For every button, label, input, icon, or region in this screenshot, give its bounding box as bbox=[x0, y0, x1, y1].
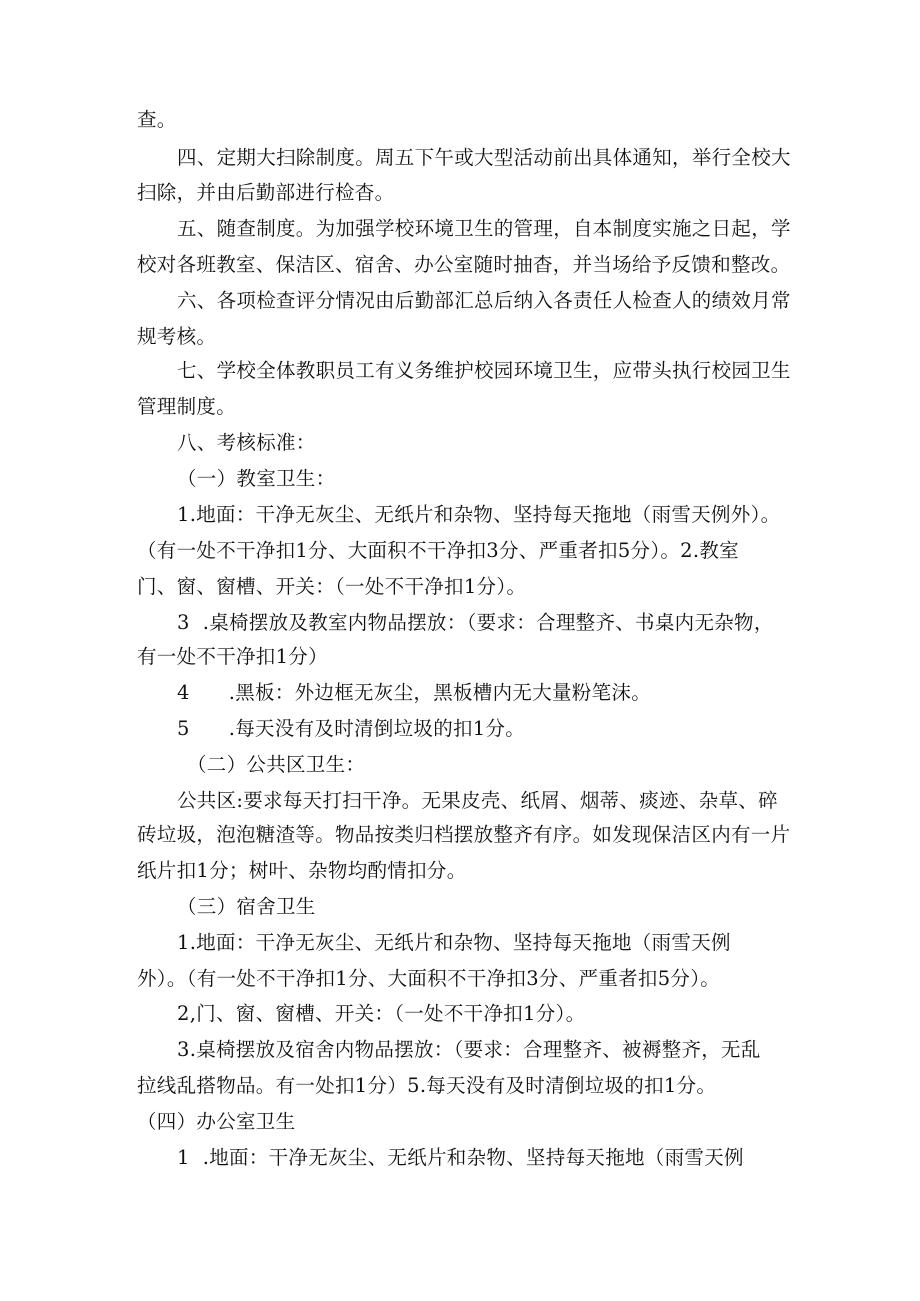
text-line: 3.桌椅摆放及宿舍内物品摆放：（要求：合理整齐、被褥整齐，无乱 bbox=[177, 1038, 761, 1061]
text-line: 1.地面：干净无灰尘、无纸片和杂物、坚持每天拖地（雨雪天例 bbox=[177, 931, 731, 954]
text-line: 门、窗、窗槽、开关：（一处不干净扣1分）。 bbox=[137, 575, 527, 598]
subsection-heading: （二）公共区卫生： bbox=[187, 753, 366, 776]
subsection-heading: （一）教室卫生： bbox=[177, 467, 336, 490]
text-line: 1 .地面：干净无灰尘、无纸片和杂物、坚持每天拖地（雨雪天例 bbox=[177, 1146, 744, 1169]
text-line: 六、各项检查评分情况由后勤部汇总后纳入各责任人检查人的绩效月常 bbox=[177, 289, 791, 312]
text-line: 查。 bbox=[137, 108, 177, 131]
text-line: 校对各班教室、保洁区、宿舍、办公室随时抽杳，并当场给予反馈和整改。 bbox=[137, 253, 791, 276]
text-line: 纸片扣1分；树叶、杂物均酌情扣分。 bbox=[137, 859, 467, 882]
text-line: 管理制度。 bbox=[137, 395, 237, 418]
subsection-heading: （三）宿舍卫生 bbox=[177, 895, 316, 918]
text-line: 砖垃圾，泡泡糖渣等。物品按类归档摆放整齐有序。如发现保洁区内有一片 bbox=[137, 823, 791, 846]
text-line: 有一处不干净扣1分） bbox=[137, 645, 328, 668]
text-line: 拉线乱搭物品。有一处扣1分）5.每天没有及时清倒垃圾的扣1分。 bbox=[137, 1074, 717, 1097]
text-line: 1.地面：干净无灰尘、无纸片和杂物、坚持每天拖地（雨雪天例外）。 bbox=[177, 503, 781, 526]
text-line: 四、定期大扫除制度。周五下午或大型活动前出具体通知，举行全校大 bbox=[177, 146, 791, 169]
text-line: （有一处不干净扣1分、大面积不干净扣3分、严重者扣5分）。2.教室 bbox=[137, 539, 739, 562]
text-line: 5 .每天没有及时清倒垃圾的扣1分。 bbox=[177, 717, 526, 740]
text-line: 2,门、窗、窗槽、开关：（一处不干净扣1分）。 bbox=[177, 1002, 586, 1025]
text-line: 扫除，并由后勤部进行检杳。 bbox=[137, 181, 395, 204]
text-line: 公共区:要求每天打扫干净。无果皮壳、纸屑、烟蒂、痰迹、杂草、碎 bbox=[177, 789, 778, 812]
text-line: 五、随查制度。为加强学校环境卫生的管理，自本制度实施之日起，学 bbox=[177, 217, 791, 240]
text-line: 外）。（有一处不干净扣1分、大面积不干净扣3分、严重者扣5分）。 bbox=[137, 967, 721, 990]
text-line: 规考核。 bbox=[137, 325, 217, 348]
text-line: 4 .黑板：外边框无灰尘，黑板槽内无大量粉笔沫。 bbox=[177, 681, 651, 704]
text-line: 七、学校全体教职员工有义务维护校园环境卫生，应带头执行校园卫生 bbox=[177, 359, 791, 382]
subsection-heading: （四）办公室卫生 bbox=[137, 1110, 296, 1133]
section-heading: 八、考核标准： bbox=[177, 431, 316, 454]
text-line: 3 .桌椅摆放及教室内物品摆放：（要求：合理整齐、书桌内无杂物， bbox=[177, 611, 774, 634]
